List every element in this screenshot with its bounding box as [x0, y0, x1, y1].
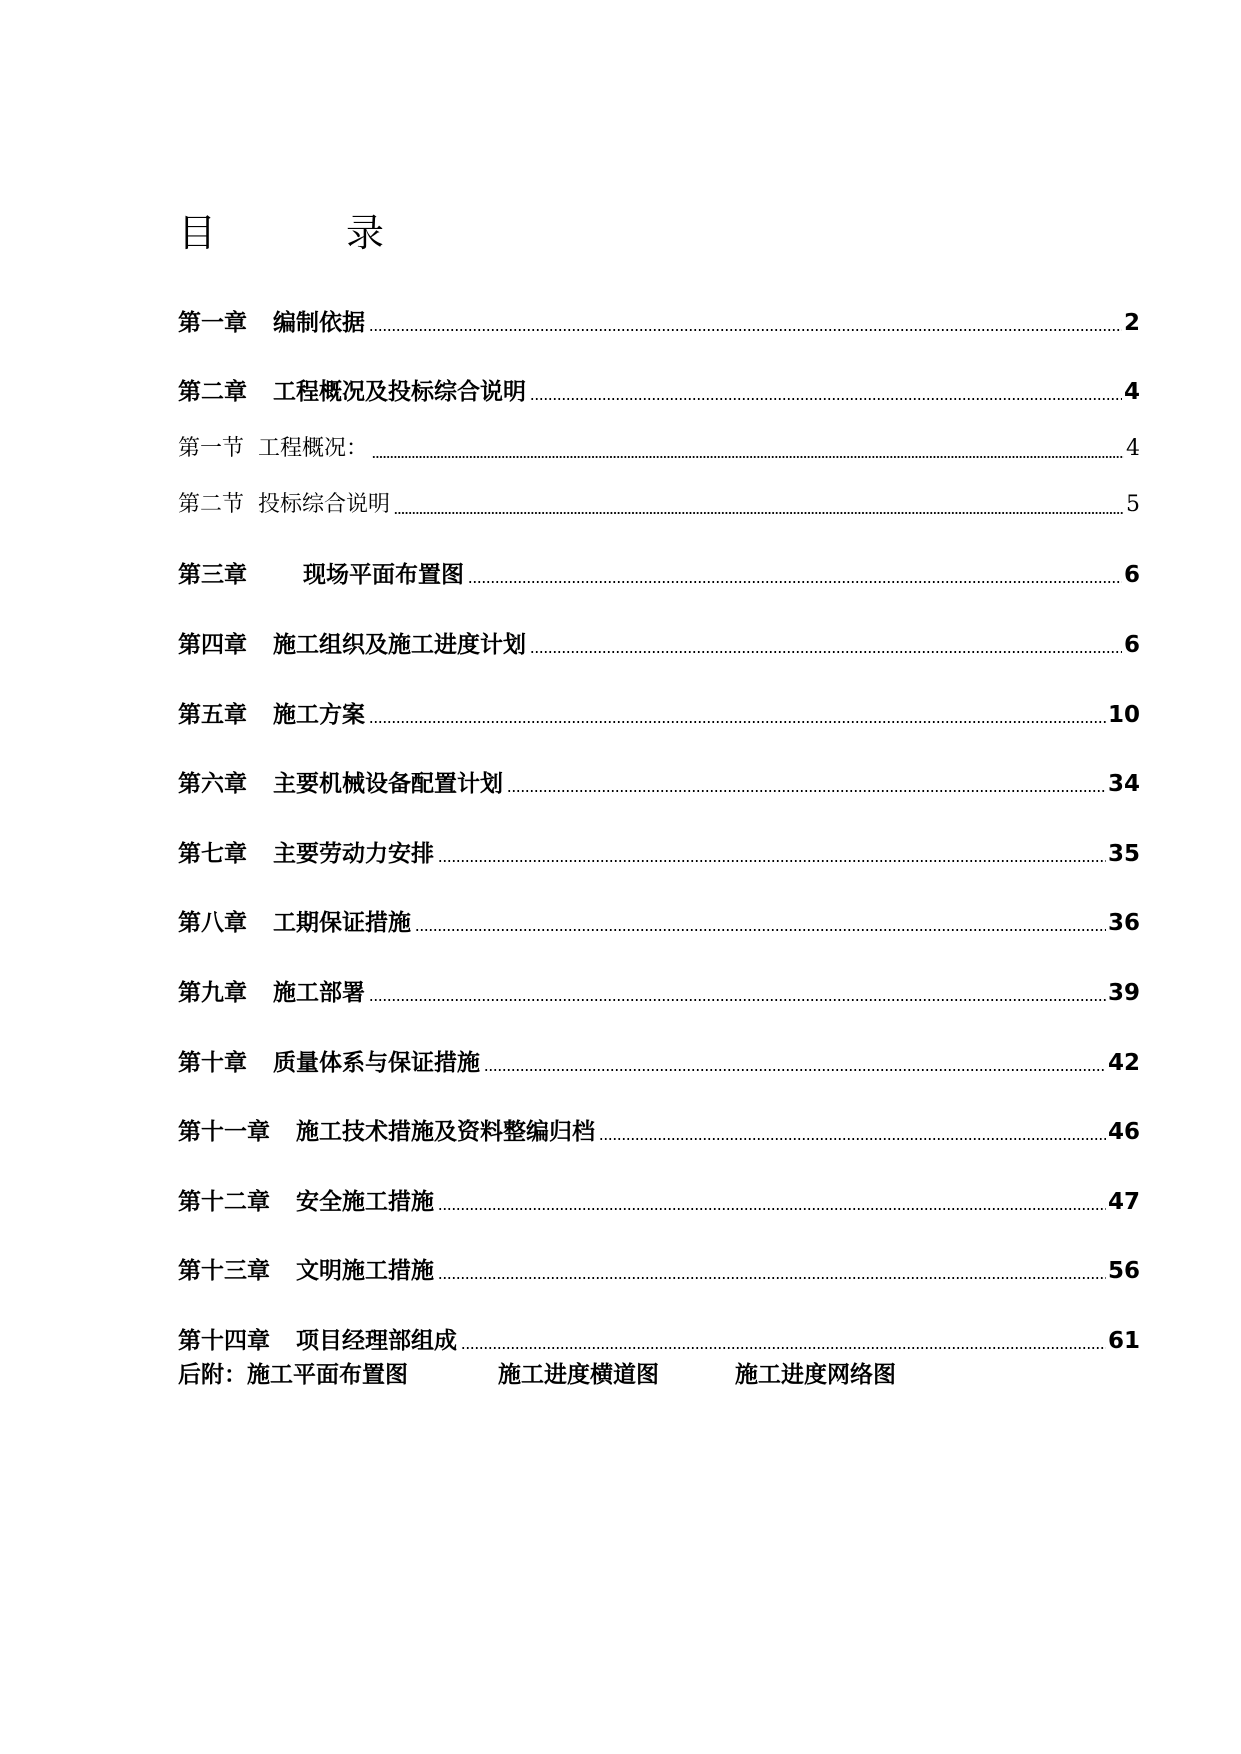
toc-entry-number: 第二章 [178, 379, 247, 405]
toc-entry-number: 第三章 [178, 562, 247, 588]
toc-entry-page: 6 [1123, 562, 1140, 588]
toc-entry-label: 工程概况： [258, 436, 369, 461]
toc-entry-label: 施工组织及施工进度计划 [273, 632, 526, 658]
toc-entry-chapter-12[interactable] [178, 1185, 1140, 1219]
toc-entry-page: 39 [1107, 980, 1140, 1006]
toc-entry-number: 第六章 [178, 771, 247, 797]
toc-entry-label: 施工技术措施及资料整编归档 [296, 1119, 595, 1145]
appendix-item-network-diagram: 施工进度网络图 [735, 1362, 896, 1388]
toc-dot-leader [438, 1191, 1106, 1211]
toc-entry-page: 4 [1123, 379, 1140, 405]
toc-entry-number: 第十二章 [178, 1189, 270, 1215]
toc-dot-leader [530, 634, 1122, 654]
toc-entry-page: 34 [1107, 771, 1140, 797]
toc-entry-label: 编制依据 [273, 310, 365, 336]
toc-entry-label: 文明施工措施 [296, 1258, 434, 1284]
toc-dot-leader [461, 1330, 1106, 1350]
toc-entry-page: 42 [1107, 1050, 1140, 1076]
toc-entry-page: 4 [1126, 436, 1140, 461]
toc-dot-leader [369, 982, 1106, 1002]
toc-entry-label: 主要劳动力安排 [273, 841, 434, 867]
toc-entry-label: 质量体系与保证措施 [273, 1050, 480, 1076]
toc-dot-leader [484, 1052, 1106, 1072]
toc-entry-label: 工程概况及投标综合说明 [273, 379, 526, 405]
toc-dot-leader [468, 564, 1122, 584]
toc-entry-page: 35 [1107, 841, 1140, 867]
toc-entry-number: 第五章 [178, 702, 247, 728]
toc-entry-number: 第四章 [178, 632, 247, 658]
toc-entry-page: 6 [1123, 632, 1140, 658]
appendix-line [178, 1358, 978, 1392]
toc-entry-label: 投标综合说明 [258, 492, 391, 517]
toc-dot-leader [438, 843, 1106, 863]
toc-entry-number: 第二节 [178, 492, 245, 517]
toc-entry-number: 第一节 [178, 436, 245, 461]
toc-entry-page: 5 [1126, 492, 1140, 517]
toc-entry-page: 47 [1107, 1189, 1140, 1215]
appendix-item-bar-chart: 施工进度横道图 [498, 1362, 659, 1388]
toc-entry-number: 第十三章 [178, 1258, 270, 1284]
toc-entry-number: 第八章 [178, 910, 247, 936]
toc-entry-page: 2 [1123, 310, 1140, 336]
toc-entry-chapter-11[interactable] [178, 1115, 1140, 1149]
toc-dot-leader [530, 381, 1122, 401]
toc-entry-label: 施工方案 [273, 702, 365, 728]
toc-entry-label: 现场平面布置图 [303, 562, 464, 588]
toc-entry-chapter-14[interactable] [178, 1324, 1140, 1358]
toc-entry-label: 主要机械设备配置计划 [273, 771, 503, 797]
toc-entry-section-2[interactable] [178, 488, 1140, 522]
toc-entry-label: 安全施工措施 [296, 1189, 434, 1215]
toc-dot-leader [394, 495, 1124, 515]
toc-dot-leader [369, 704, 1106, 724]
toc-title-char-2: 录 [346, 211, 385, 255]
toc-entry-label: 施工部署 [273, 980, 365, 1006]
toc-title [178, 208, 408, 258]
toc-entry-page: 46 [1107, 1119, 1140, 1145]
toc-entry-page: 36 [1107, 910, 1140, 936]
toc-entry-chapter-9[interactable] [178, 976, 1140, 1010]
toc-dot-leader [369, 312, 1122, 332]
toc-entry-page: 10 [1107, 702, 1140, 728]
toc-entry-chapter-10[interactable] [178, 1046, 1140, 1080]
toc-entry-number: 第九章 [178, 980, 247, 1006]
toc-entry-chapter-6[interactable] [178, 767, 1140, 801]
toc-entry-chapter-4[interactable] [178, 628, 1140, 662]
toc-entry-number: 第十章 [178, 1050, 247, 1076]
toc-entry-label: 项目经理部组成 [296, 1328, 457, 1354]
toc-entry-chapter-5[interactable] [178, 698, 1140, 732]
toc-entry-chapter-3[interactable] [178, 558, 1140, 592]
appendix-item-site-plan: 后附：施工平面布置图 [178, 1362, 408, 1388]
toc-entry-page: 61 [1107, 1328, 1140, 1354]
toc-entry-page: 56 [1107, 1258, 1140, 1284]
toc-entry-number: 第一章 [178, 310, 247, 336]
toc-entry-number: 第十四章 [178, 1328, 270, 1354]
toc-entry-chapter-2[interactable] [178, 375, 1140, 409]
toc-dot-leader [372, 439, 1124, 459]
toc-entry-number: 第十一章 [178, 1119, 270, 1145]
toc-entry-chapter-1[interactable] [178, 306, 1140, 340]
toc-entry-chapter-8[interactable] [178, 906, 1140, 940]
toc-entry-section-1[interactable] [178, 432, 1140, 466]
toc-entry-number: 第七章 [178, 841, 247, 867]
toc-entry-label: 工期保证措施 [273, 910, 411, 936]
toc-dot-leader [507, 773, 1106, 793]
toc-entry-chapter-7[interactable] [178, 837, 1140, 871]
toc-dot-leader [415, 912, 1106, 932]
toc-dot-leader [438, 1260, 1106, 1280]
toc-dot-leader [599, 1121, 1106, 1141]
toc-title-char-1: 目 [178, 211, 217, 255]
toc-entry-chapter-13[interactable] [178, 1254, 1140, 1288]
